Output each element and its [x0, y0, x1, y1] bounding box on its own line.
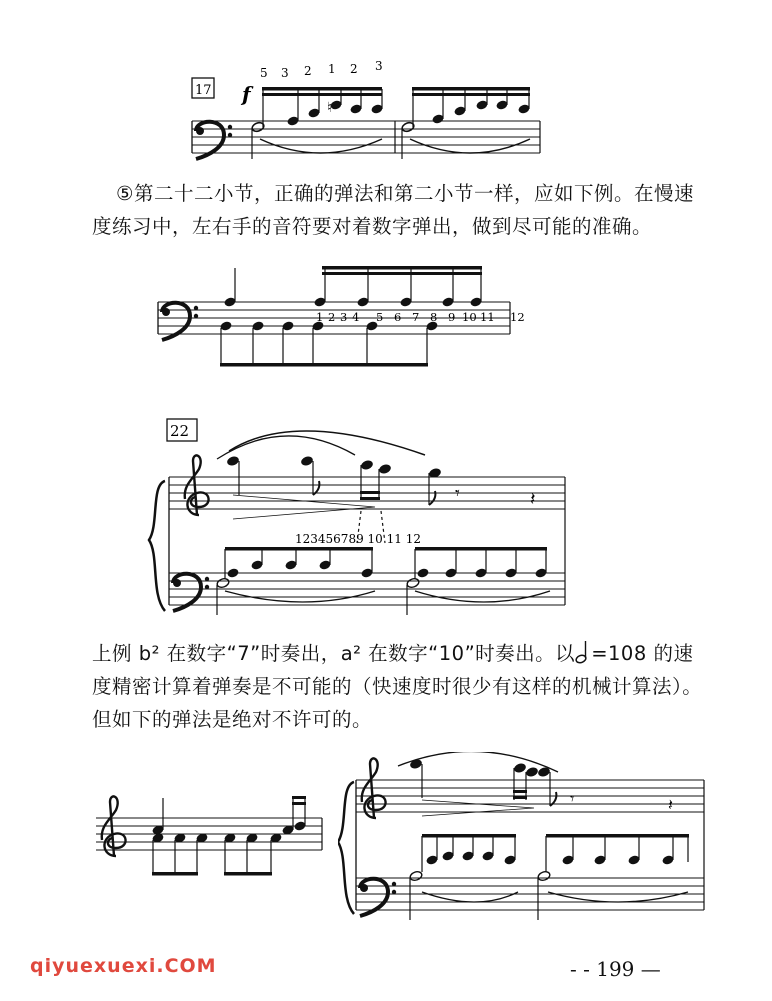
count-3: 3	[340, 310, 348, 324]
count-1: 1	[316, 310, 324, 324]
count-2: 2	[328, 310, 336, 324]
example-17-score	[180, 55, 550, 165]
count-numbers	[316, 310, 525, 324]
fingering-3: 2	[304, 64, 312, 78]
count-5: 5	[376, 310, 384, 324]
count-4: 4	[352, 310, 360, 324]
count-8: 8	[430, 310, 438, 324]
page-number: - - 199 —	[570, 957, 661, 981]
incorrect-example-right-score	[338, 752, 710, 932]
count-9: 9	[448, 310, 456, 324]
paragraph-timing-part1: 上例 b² 在数字“7”时奏出，a² 在数字“10”时奏出。以	[92, 642, 576, 665]
counts-label: 123456789 10 11 12	[295, 532, 421, 546]
svg-text:𝄾: 𝄾	[455, 483, 460, 504]
example-22-score	[145, 415, 585, 625]
fingering-5: 2	[350, 62, 358, 76]
count-10: 10	[462, 310, 477, 324]
paragraph-timing-part2: =108 的速度精密计算着弹奏是不可能的（快速度时很少有这样的机械计算法）。但如下的弹法是绝对不许可的。	[92, 642, 703, 731]
fingering-1: 5	[260, 66, 268, 80]
dynamic-forte: f	[242, 82, 251, 106]
paragraph-timing-explanation	[92, 637, 704, 736]
fingering-2: 3	[281, 66, 289, 80]
paragraph-bar22-instructions: ⑤第二十二小节，正确的弹法和第二小节一样，应如下例。在慢速度练习中，左右手的音符要对着数字弹出，做到尽可能的准确。	[92, 182, 694, 238]
measure-number-17: 17	[195, 83, 212, 98]
count-7: 7	[412, 310, 420, 324]
svg-text:𝄽: 𝄽	[668, 795, 673, 814]
measure-number-22: 22	[170, 422, 190, 440]
fingering-6: 3	[375, 59, 383, 73]
svg-text:𝄽: 𝄽	[530, 489, 536, 510]
count-11: 11	[480, 310, 495, 324]
svg-text:𝄾: 𝄾	[570, 789, 575, 808]
count-6: 6	[394, 310, 402, 324]
fingering-numbers	[260, 59, 383, 80]
count-12: 12	[510, 310, 525, 324]
fingering-4: 1	[328, 62, 336, 76]
watermark: qiyuexuexi.COM	[30, 955, 217, 977]
incorrect-example-left-score	[92, 790, 332, 900]
staff-lines	[192, 121, 540, 153]
counting-example-score	[150, 262, 570, 382]
svg-text:♮: ♮	[327, 100, 333, 116]
half-note-symbol-icon	[575, 640, 591, 662]
